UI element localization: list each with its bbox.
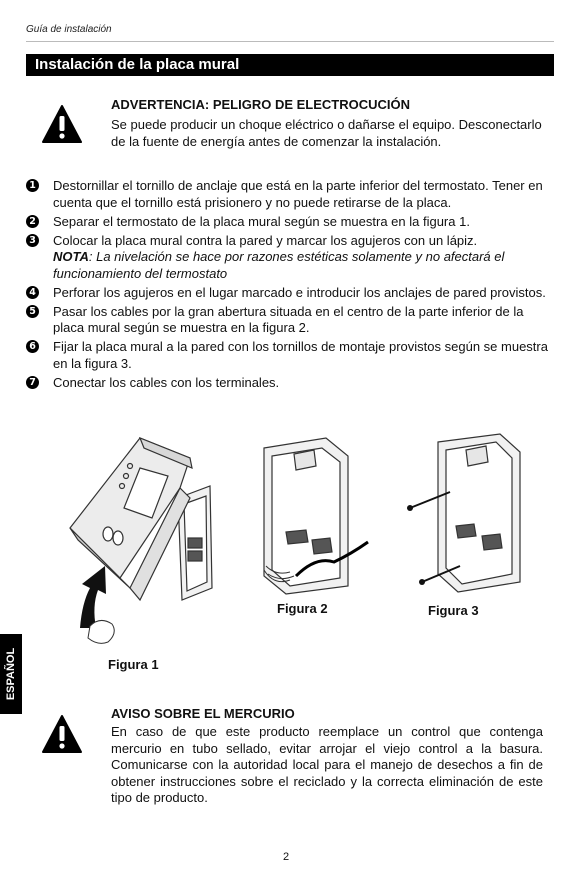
warning-title: ADVERTENCIA: PELIGRO DE ELECTROCUCIÓN (111, 97, 411, 112)
page-number: 2 (283, 851, 290, 863)
step-item (26, 214, 554, 231)
step-number: 6 (26, 340, 39, 353)
step-item (26, 178, 554, 211)
figure-3-label: Figura 3 (428, 603, 479, 618)
mercury-text: En caso de que este producto reemplace un control que contenga mercurio en tubo sellado, evitar arrojar el viejo control a la basura. Comunicarse con la autoridad local para el manejo de desechos a fin de obtener instrucciones sobre el reciclado y la correcta eliminación de este tipo de producto. (111, 724, 543, 805)
header-divider (26, 41, 554, 42)
step-item (26, 339, 554, 372)
figure-1-illustration (60, 428, 230, 653)
figure-1-label: Figura 1 (108, 657, 159, 672)
guide-label: Guía de instalación (26, 24, 112, 35)
step-note (53, 249, 554, 282)
step-item (26, 233, 554, 283)
language-side-tab (0, 634, 22, 714)
step-text: Destornillar el tornillo de anclaje que está en la parte inferior del termostato. Tener en cuenta que el tornillo está prisionero y no puede retirarse de la placa. (53, 178, 543, 210)
figure-2-illustration (256, 436, 376, 596)
step-text: Separar el termostato de la placa mural según se muestra en la figura 1. (53, 213, 470, 229)
warning-icon (41, 104, 83, 144)
step-text: Fijar la placa mural a la pared con los tornillos de montaje provistos según se muestra en la figura 3. (53, 339, 548, 371)
step-number: 4 (26, 286, 39, 299)
figure-2-label: Figura 2 (277, 601, 328, 616)
step-text: Perforar los agujeros en el lugar marcado e introducir los anclajes de pared provistos. (53, 284, 546, 300)
step-text: Colocar la placa mural contra la pared y marcar los agujeros con un lápiz. (53, 232, 478, 248)
step-text: Conectar los cables con los terminales. (53, 374, 280, 390)
step-number: 3 (26, 234, 39, 247)
mercury-warning-icon (41, 714, 83, 754)
section-title-bar (26, 54, 554, 76)
step-item (26, 375, 554, 392)
note-label: NOTA (53, 249, 89, 264)
figure-3-illustration (400, 432, 530, 602)
step-number: 2 (26, 215, 39, 228)
step-number: 5 (26, 305, 39, 318)
steps-list (26, 178, 554, 394)
step-number: 7 (26, 376, 39, 389)
step-item (26, 285, 554, 302)
step-number: 1 (26, 179, 39, 192)
warning-text: Se puede producir un choque eléctrico o dañarse el equipo. Desconectarlo de la fuente de energía antes de comenzar la instalación. (111, 117, 542, 149)
note-text: : La nivelación se hace por razones estéticas solamente y no afectará el funcionamiento del termostato (53, 249, 505, 281)
step-item (26, 304, 554, 337)
language-side-label: ESPAÑOL (5, 647, 17, 701)
step-text: Pasar los cables por la gran abertura situada en el centro de la parte inferior de la placa mural según se muestra en la figura 2. (53, 303, 524, 335)
section-title: Instalación de la placa mural (35, 56, 240, 73)
mercury-title: AVISO SOBRE EL MERCURIO (111, 706, 295, 721)
